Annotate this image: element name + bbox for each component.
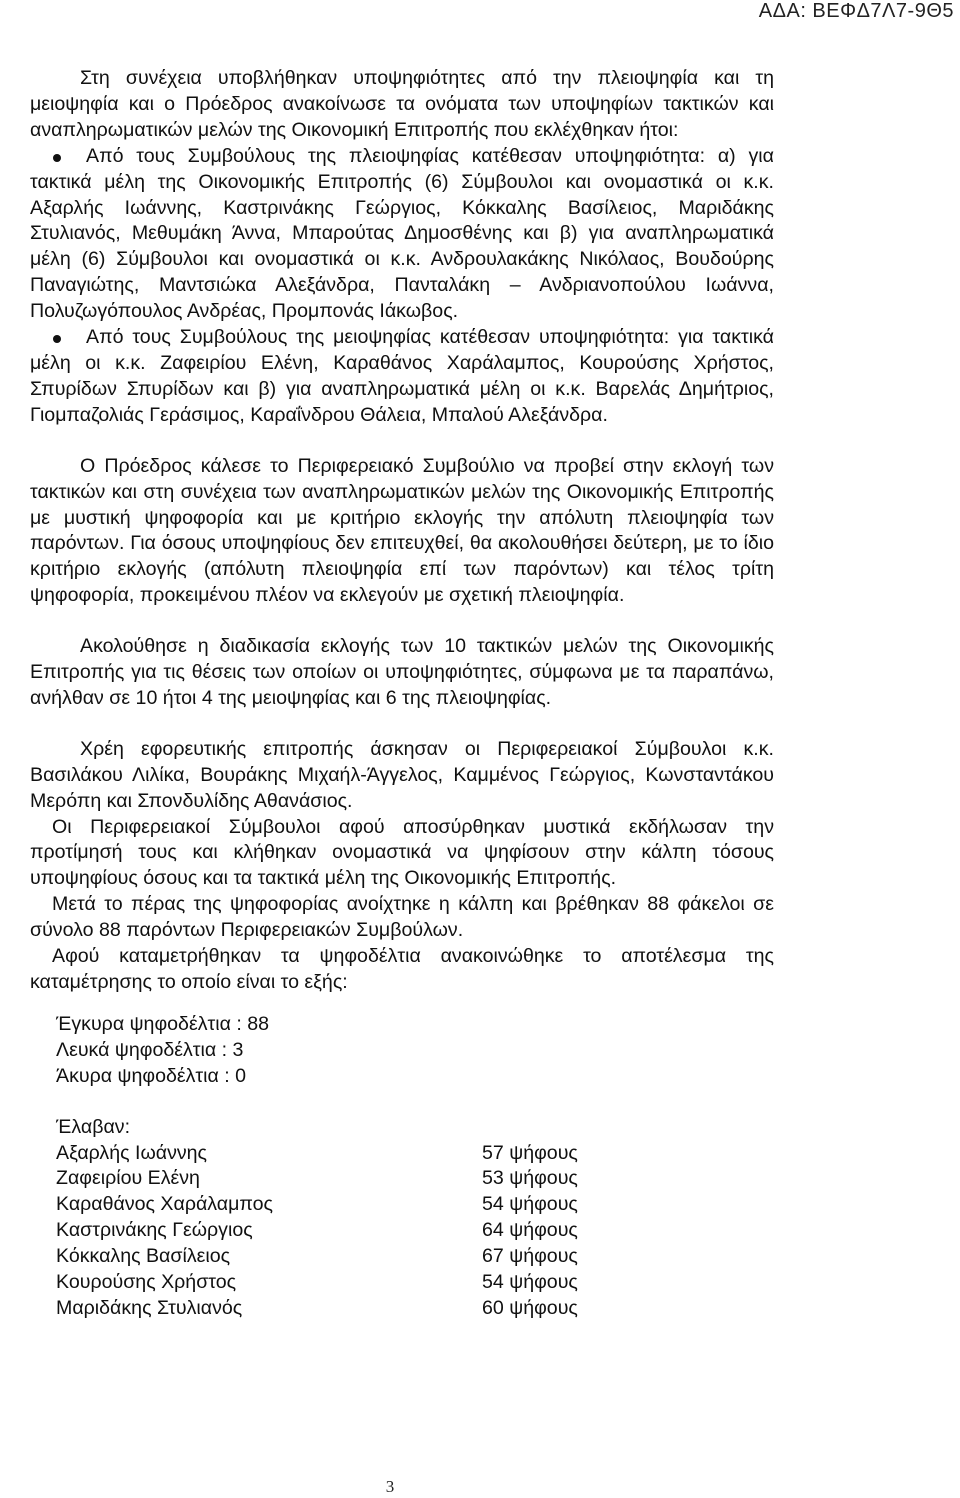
list-item <box>56 1244 774 1270</box>
results-heading: Έλαβαν: <box>56 1115 131 1138</box>
stat-invalid: Άκυρα ψηφοδέλτια : 0 <box>56 1064 247 1087</box>
candidate-name: Κουρούσης Χρήστος <box>56 1271 237 1294</box>
bullet-minority <box>30 325 774 429</box>
paragraph-intro: Στη συνέχεια υποβλήθηκαν υποψηφιότητες από την πλειοψηφία και τη μειοψηφία και ο Πρόεδρος ανακοίνωσε τα ονόματα των υποψηφίων τακτικών και αναπληρωματικών μελών της Οικονομική Επιτροπής που εκλέχθηκαν ήτοι: <box>30 67 774 141</box>
paragraph-secret-vote: Οι Περιφερειακοί Σύμβουλοι αφού αποσύρθηκαν μυστικά εκδήλωσαν την προτίμησή τους και κλήθηκαν ονομαστικά να ψηφίσουν στην κάλπη τόσους υποψηφίους όσους και τα τακτικά μέλη της Οικονομικής Επιτροπής. <box>30 815 774 890</box>
paragraph-president-call: Ο Πρόεδρος κάλεσε το Περιφερειακό Συμβούλιο να προβεί στην εκλογή των τακτικών και στη συνέχεια των αναπληρωματικών μελών της Οικονομικής Επιτροπής με μυστική ψηφοφορία και με κριτήριο εκλογής την απόλυτη πλειοψηφία των παρόντων. Για όσους υποψηφίους δεν επιτευχθεί, θα ακολουθήσει δεύτερη, με το ίδιο κριτήριο εκλογής (απόλυτη πλειοψηφία επί των παρόντων) και τέλος τρίτη ψηφοφορία, προκειμένου πλέον να εκλεγούν με σχετική πλειοψηφία. <box>30 454 774 607</box>
stat-valid: Έγκυρα ψηφοδέλτια : 88 <box>56 1012 270 1035</box>
candidate-votes: 67 ψήφους <box>482 1245 578 1268</box>
list-item <box>56 1166 774 1192</box>
candidate-name: Ζαφειρίου Ελένη <box>56 1167 200 1190</box>
candidate-votes: 53 ψήφους <box>482 1167 578 1190</box>
list-item <box>56 1296 774 1322</box>
candidate-votes: 64 ψήφους <box>482 1219 578 1242</box>
list-item <box>56 1192 774 1218</box>
page-number: 3 <box>385 1477 395 1496</box>
candidate-name: Καστρινάκης Γεώργιος <box>56 1219 253 1242</box>
bullet-icon <box>53 154 61 162</box>
list-item <box>56 1218 774 1244</box>
ada-code: ΑΔΑ: ΒΕΦΔ7Λ7-9Θ5 <box>758 0 954 22</box>
stat-blank: Λευκά ψηφοδέλτια : 3 <box>56 1038 244 1061</box>
paragraph-committee: Χρέη εφορευτικής επιτροπής άσκησαν οι Περιφερειακοί Σύμβουλοι κ.κ. Βασιλάκου Λιλίκα, Βουράκης Μιχαήλ-Άγγελος, Καμμένος Γεώργιος, Κωνσταντάκου Μερόπη και Σπονδυλίδης Αθανάσιος. <box>30 737 774 812</box>
bullet-majority <box>30 144 774 325</box>
paragraph-ballot-box: Μετά το πέρας της ψηφοφορίας ανοίχτηκε η κάλπη και βρέθηκαν 88 φάκελοι σε σύνολο 88 παρόντων Περιφερειακών Συμβούλων. <box>30 893 774 942</box>
candidate-votes: 57 ψήφους <box>482 1141 578 1164</box>
candidate-votes: 60 ψήφους <box>482 1296 578 1319</box>
ballot-stats <box>30 1012 774 1090</box>
candidate-votes: 54 ψήφους <box>482 1271 578 1294</box>
candidate-name: Κόκκαλης Βασίλειος <box>56 1245 231 1268</box>
list-item <box>56 1270 774 1296</box>
candidate-votes: 54 ψήφους <box>482 1193 578 1216</box>
bullet-icon <box>53 335 61 343</box>
bullet-minority-text: Από τους Συμβούλους της μειοψηφίας κατέθεσαν υποψηφιότητα: για τακτικά μέλη οι κ.κ. Ζαφειρίου Ελένη, Καραθάνος Χαράλαμπος, Κουρούσης Χρήστος, Σπυρίδων Σπυρίδων και β) για αναπληρωματικά μέλη οι κ.κ. Βαρελάς Δημήτριος, Γιομπαζολιάς Γεράσιμος, Καραΐνδρου Θάλεια, Μπαλού Αλεξάνδρα. <box>30 326 774 426</box>
candidate-name: Μαριδάκης Στυλιανός <box>56 1296 243 1319</box>
paragraph-count-intro: Αφού καταμετρήθηκαν τα ψηφοδέλτια ανακοινώθηκε το αποτέλεσμα της καταμέτρησης το οποίο είναι το εξής: <box>30 945 774 993</box>
bullet-majority-text: Από τους Συμβούλους της πλειοψηφίας κατέθεσαν υποψηφιότητα: α) για τακτικά μέλη της Οικονομικής Επιτροπής (6) Σύμβουλοι και ονομαστικά οι κ.κ. Αξαρλής Ιωάννης, Καστρινάκης Γεώργιος, Κόκκαλης Βασίλειος, Μαριδάκης Στυλιανός, Μεθυμάκη Άννα, Μπαρούτας Δημοσθένης και β) για αναπληρωματικά μέλη (6) Σύμβουλοι και ονομαστικά οι κ.κ. Ανδρουλακάκης Νικόλαος, Βουδούρης Παναγιώτης, Μαντσιώκα Αλεξάνδρα, Πανταλάκη – Ανδριανοπούλου Ιωάννα, Πολυζωγόπουλος Ανδρέας, Προμπονάς Ιάκωβος. <box>30 144 774 323</box>
results-list <box>30 1115 774 1322</box>
list-item <box>56 1141 774 1167</box>
paragraph-procedure: Ακολούθησε η διαδικασία εκλογής των 10 τακτικών μελών της Οικονομικής Επιτροπής για τις θέσεις των οποίων οι υποψηφιότητες, σύμφωνα με τα παραπάνω, ανήλθαν σε 10 ήτοι 4 της μειοψηφίας και 6 της πλειοψηφίας. <box>30 635 774 709</box>
candidate-name: Αξαρλής Ιωάννης <box>56 1141 207 1164</box>
candidate-name: Καραθάνος Χαράλαμπος <box>56 1193 274 1216</box>
document-body <box>30 66 774 1322</box>
